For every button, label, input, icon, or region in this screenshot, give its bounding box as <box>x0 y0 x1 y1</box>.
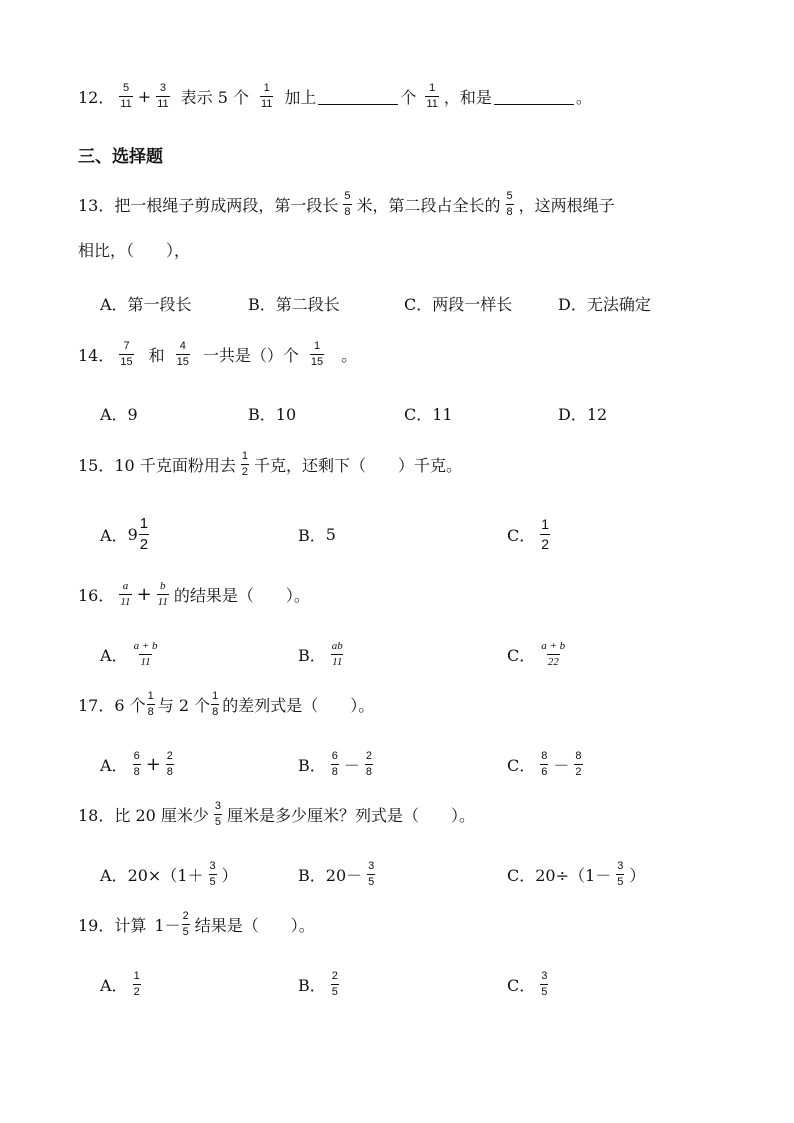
fraction: $\frac{5}{8}$ <box>506 190 513 218</box>
option-c[interactable]: C．两段一样长 <box>404 294 513 314</box>
fraction: $\frac{b}{11}$ <box>157 580 168 608</box>
question-number: 17． <box>78 695 115 715</box>
fraction: $\frac{a}{11}$ <box>120 580 131 608</box>
option-b[interactable]: B．第二段长 <box>248 294 340 314</box>
option-a[interactable]: A． $\frac{1}{2}$ <box>100 969 140 998</box>
option-b[interactable]: B． $\frac{2}{5}$ <box>298 969 338 998</box>
mixed-number: 9 $\frac{1}{2}$ <box>127 515 149 553</box>
fraction: $\frac{1}{8}$ <box>212 690 219 718</box>
option-c[interactable]: C． $\frac{8}{6}$ － $\frac{8}{2}$ <box>507 749 582 778</box>
question-17: 17． 6 个 $\frac{1}{8}$ 与 2 个 $\frac{1}{8}$ 的差列式是（ ）。 <box>78 690 375 718</box>
question-number: 15． <box>78 455 115 475</box>
answer-blank[interactable] <box>494 88 574 105</box>
question-number: 13． <box>78 195 115 215</box>
option-c[interactable]: C．11 <box>404 404 453 424</box>
question-number: 18． <box>78 805 115 825</box>
question-14: 14． $\frac{7}{15}$ 和 $\frac{4}{15}$ 一共是（）个 $\frac{1}{15}$ 。 <box>78 340 358 368</box>
option-c[interactable]: C． 20÷（1－ $\frac{3}{5}$ ） <box>507 859 646 888</box>
question-number: 19． <box>78 915 115 935</box>
options-18 <box>100 854 754 894</box>
option-a[interactable]: A．9 <box>100 404 138 424</box>
fraction: $\frac{2}{5}$ <box>182 910 189 938</box>
fraction: $\frac{1}{8}$ <box>147 690 154 718</box>
question-12: 12． $\frac{5}{11}$ + $\frac{3}{11}$ 表示 5 个 $\frac{1}{11}$ 加上 个 $\frac{1}{11}$ ，和是 。 <box>78 82 592 110</box>
fraction: $\frac{3}{5}$ <box>214 800 222 828</box>
question-18: 18． 比 20 厘米少 $\frac{3}{5}$ 厘米是多少厘米？列式是（ ）。 <box>78 800 476 828</box>
question-13-continued: 相比，（ ）， <box>78 241 191 260</box>
fraction: $\frac{1}{2}$ <box>241 450 248 478</box>
options-14 <box>100 393 754 433</box>
option-a[interactable]: A． $\frac{6}{8}$ + $\frac{2}{8}$ <box>100 749 173 778</box>
question-number: 16． <box>78 585 115 605</box>
question-15: 15． 10 千克面粉用去 $\frac{1}{2}$ 千克，还剩下（ ）千克。 <box>78 450 462 478</box>
option-d[interactable]: D．无法确定 <box>558 294 651 314</box>
option-b[interactable]: B． $\frac{6}{8}$ － $\frac{2}{8}$ <box>298 749 373 778</box>
option-a[interactable]: A． 9 $\frac{1}{2}$ <box>100 514 154 554</box>
option-b[interactable]: B．10 <box>248 404 297 424</box>
option-c[interactable]: C． $\frac{3}{5}$ <box>507 969 548 998</box>
option-b[interactable]: B． 5 <box>298 524 336 545</box>
section-title: 三、选择题 <box>78 147 163 167</box>
question-16: 16． $\frac{a}{11}$ + $\frac{b}{11}$ 的结果是（ ）。 <box>78 580 310 608</box>
fraction: $\frac{7}{15}$ <box>120 340 133 368</box>
option-b[interactable]: B． 20－ $\frac{3}{5}$ <box>298 859 375 888</box>
fraction: $\frac{4}{15}$ <box>176 340 189 368</box>
fraction: $\frac{1}{11}$ <box>426 82 438 110</box>
options-17 <box>100 744 754 784</box>
answer-blank[interactable] <box>318 88 398 105</box>
option-b[interactable]: B． $\frac{ab}{11}$ <box>298 639 343 668</box>
option-a[interactable]: A． 20×（1＋ $\frac{3}{5}$ ） <box>100 859 238 888</box>
fraction: $\frac{1}{11}$ <box>260 82 273 110</box>
options-13 <box>100 283 754 323</box>
fraction: $\frac{3}{11}$ <box>157 82 169 110</box>
option-a[interactable]: A． $\frac{a + b}{11}$ <box>100 639 158 668</box>
option-d[interactable]: D．12 <box>558 404 608 424</box>
question-number: 12． <box>78 87 115 107</box>
option-a[interactable]: A．第一段长 <box>100 294 192 314</box>
options-15 <box>100 514 754 554</box>
question-19: 19． 计算 1－ $\frac{2}{5}$ 结果是（ ）。 <box>78 910 315 938</box>
question-13: 13． 把一根绳子剪成两段，第一段长 $\frac{5}{8}$ 米，第二段占全长的 $\frac{5}{8}$ ，这两根绳子 <box>78 190 615 218</box>
options-19 <box>100 964 754 1004</box>
option-c[interactable]: C． $\frac{a + b}{22}$ <box>507 639 566 668</box>
question-number: 14． <box>78 345 115 365</box>
fraction: $\frac{1}{15}$ <box>310 340 324 368</box>
fraction: $\frac{5}{8}$ <box>344 190 351 218</box>
options-16 <box>100 634 754 674</box>
option-c[interactable]: C． $\frac{1}{2}$ <box>507 516 550 552</box>
fraction: $\frac{5}{11}$ <box>120 82 132 110</box>
